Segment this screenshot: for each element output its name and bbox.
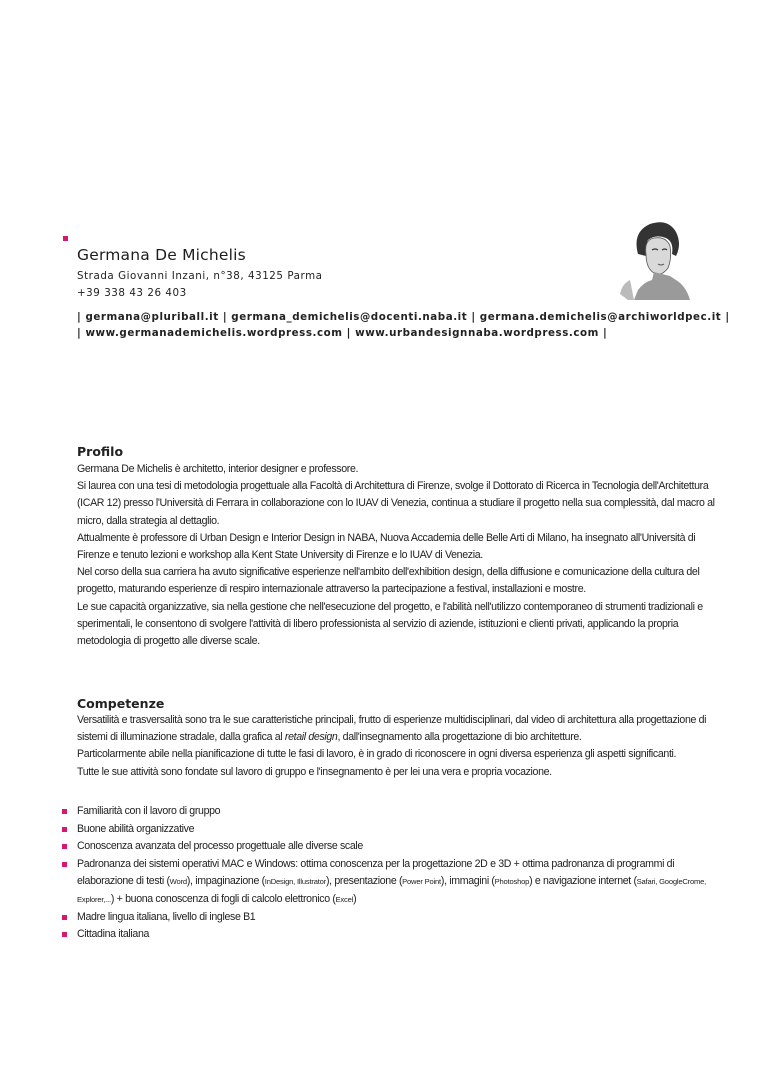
competenze-paragraph: Particolarmente abile nella pianificazione di tutte le fasi di lavoro, è in grado di riconoscere in ogni diversa esperienza gli aspetti significanti.	[77, 748, 677, 761]
profilo-paragraph: Attualmente è professore di Urban Design e Interior Design in NABA, Nuova Accademia delle Belle Arti di Milano, ha insegnato all'Università di Firenze e tenuto lezioni e workshop alla Kent State University di Firenze e lo IUAV di Venezia.	[77, 531, 696, 562]
accent-marker	[63, 236, 68, 241]
list-item: Madre lingua italiana, livello di inglese B1	[62, 909, 712, 927]
profilo-text	[77, 461, 717, 650]
section-heading-competenze: Competenze	[77, 696, 165, 711]
section-heading-profilo: Profilo	[77, 444, 124, 459]
portrait-photo	[616, 214, 694, 300]
links-line-1[interactable]: | germana@pluriball.it | germana_demichelis@docenti.naba.it | germana.demichelis@archiworldpec.it |	[77, 311, 730, 323]
competenze-paragraph: Tutte le sue attività sono fondate sul lavoro di gruppo e l'insegnamento è per lei una vera e propria vocazione.	[77, 765, 552, 778]
list-item: Padronanza dei sistemi operativi MAC e Windows: ottima conoscenza per la progettazione 2D e 3D + ottima padronanza di programmi di elaborazione di testi (Word), impaginazione (InDesign, Illustrator), presentazione (Power Point), immagini (Photoshop) e navigazione internet (Safari, GoogleCrome, Explorer,...) + buona conoscenza di fogli di calcolo elettronico (Excel)	[62, 856, 712, 909]
links-line-2[interactable]: | www.germanademichelis.wordpress.com | www.urbandesignnaba.wordpress.com |	[77, 327, 608, 339]
list-item: Buone abilità organizzative	[62, 821, 712, 839]
profilo-paragraph: Le sue capacità organizzative, sia nella gestione che nell'esecuzione del progetto, e l'abilità nell'utilizzo contemporaneo di strumenti tradizionali e sperimentali, le consentono di svolgere l'attività di libero professionista al servizio di aziende, istituzioni e clienti privati, applicando la propria metodologia di progetto alle diverse scale.	[77, 600, 703, 648]
list-item: Familiarità con il lavoro di gruppo	[62, 803, 712, 821]
competenze-text	[77, 712, 717, 781]
competenze-paragraph: Versatilità e trasversalità sono tra le sue caratteristiche principali, frutto di esperienze multidisciplinari, dal video di architettura alla progettazione di sistemi di illuminazione stradale, dalla grafica al retail design, dall'insegnamento alla progettazione di bio architetture.	[77, 714, 707, 744]
profilo-paragraph: Germana De Michelis è architetto, interior designer e professore.	[77, 463, 359, 475]
list-item: Cittadina italiana	[62, 926, 712, 944]
phone: +39 338 43 26 403	[77, 287, 187, 299]
profilo-paragraph: Nel corso della sua carriera ha avuto significative esperienze nell'ambito dell'exhibition design, della diffusione e comunicazione della cultura del progetto, maturando esperienze di respiro internazionale attraverso la partecipazione a festival, installazioni e mostre.	[77, 566, 700, 596]
skills-list	[62, 803, 712, 944]
person-name: Germana De Michelis	[77, 246, 246, 264]
address: Strada Giovanni Inzani, n°38, 43125 Parma	[77, 270, 323, 282]
list-item: Conoscenza avanzata del processo progettuale alle diverse scale	[62, 838, 712, 856]
profilo-paragraph: Si laurea con una tesi di metodologia progettuale alla Facoltà di Architettura di Firenze, svolge il Dottorato di Ricerca in Tecnologia dell'Architettura (ICAR 12) presso l'Università di Ferrara in collaborazione con lo IUAV di Venezia, continua a studiare il progetto nella sua complessità, dal macro al micro, dalla strategia al dettaglio.	[77, 480, 715, 527]
